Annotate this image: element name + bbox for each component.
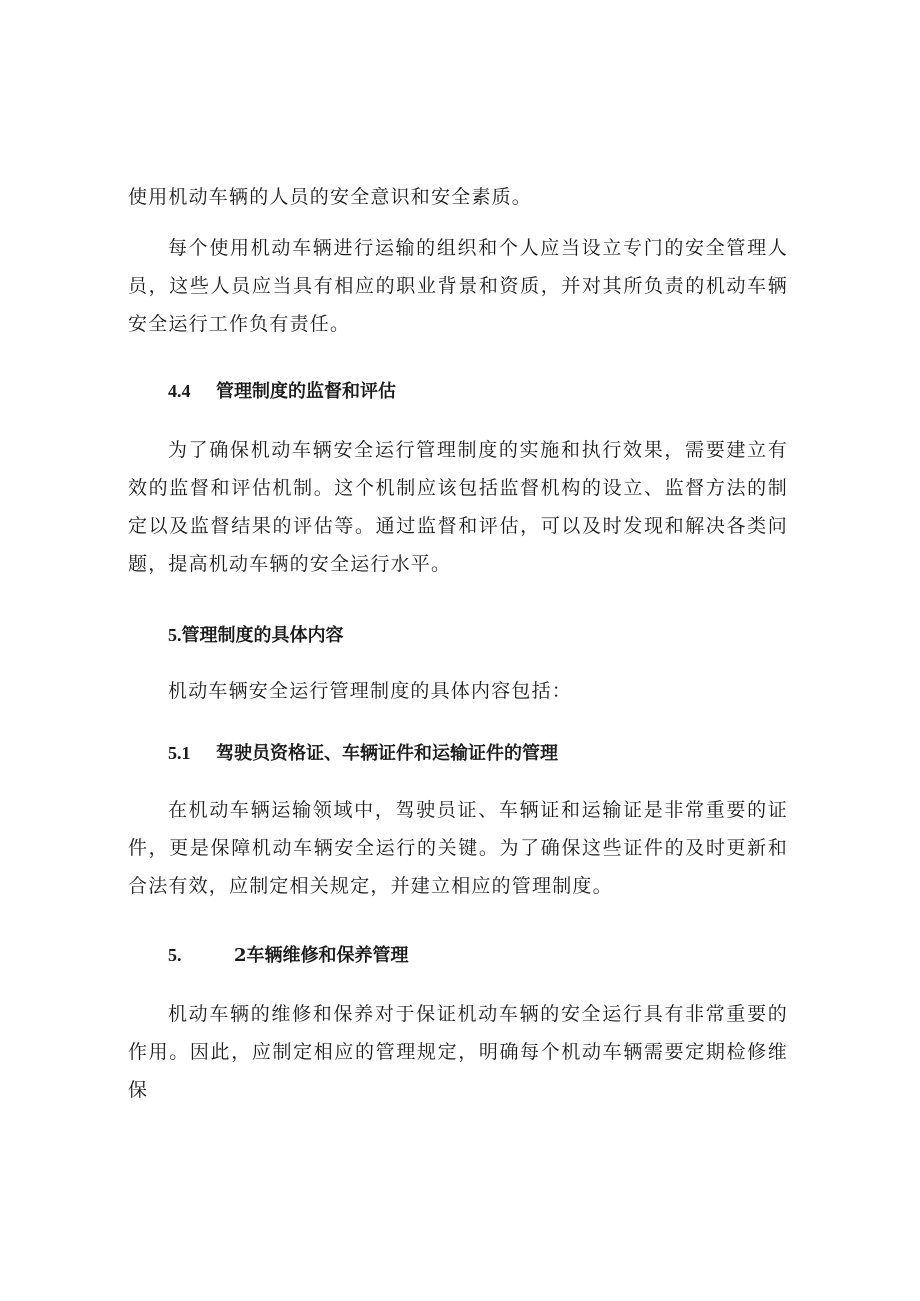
section-number: 5. <box>168 625 182 645</box>
section-title: 2车辆维修和保养管理 <box>234 945 409 966</box>
section-title: 管理制度的具体内容 <box>181 625 344 646</box>
paragraph-safety-personnel: 每个使用机动车辆进行运输的组织和个人应当设立专门的安全管理人员，这些人员应当具有相应的职业背景和资质，并对其所负责的机动车辆安全运行工作负有责任。 <box>128 237 788 335</box>
section-title: 管理制度的监督和评估 <box>216 381 396 402</box>
section-number: 5.1 <box>168 743 191 763</box>
section-number: 4.4 <box>168 381 191 401</box>
section-number: 5. <box>168 945 182 965</box>
section-heading-5 <box>168 620 344 651</box>
paragraph-continuation: 使用机动车辆的人员的安全意识和安全素质。 <box>128 186 533 208</box>
paragraph-maintenance: 机动车辆的维修和保养对于保证机动车辆的安全运行具有非常重要的作用。因此，应制定相应的管理规定，明确每个机动车辆需要定期检修维保 <box>128 1003 788 1101</box>
section-heading-5-1 <box>168 738 558 769</box>
paragraph-content-intro: 机动车辆安全运行管理制度的具体内容包括： <box>168 680 573 702</box>
paragraph-certificates: 在机动车辆运输领域中，驾驶员证、车辆证和运输证是非常重要的证件，更是保障机动车辆安全运行的关键。为了确保这些证件的及时更新和合法有效，应制定相关规定，并建立相应的管理制度。 <box>128 799 788 897</box>
section-heading-5-2 <box>168 940 409 971</box>
section-title: 驾驶员资格证、车辆证件和运输证件的管理 <box>216 743 558 764</box>
section-heading-4-4 <box>168 376 396 407</box>
paragraph-supervision: 为了确保机动车辆安全运行管理制度的实施和执行效果，需要建立有效的监督和评估机制。这个机制应该包括监督机构的设立、监督方法的制定以及监督结果的评估等。通过监督和评估，可以及时发现和解决各类问题，提高机动车辆的安全运行水平。 <box>128 439 788 575</box>
